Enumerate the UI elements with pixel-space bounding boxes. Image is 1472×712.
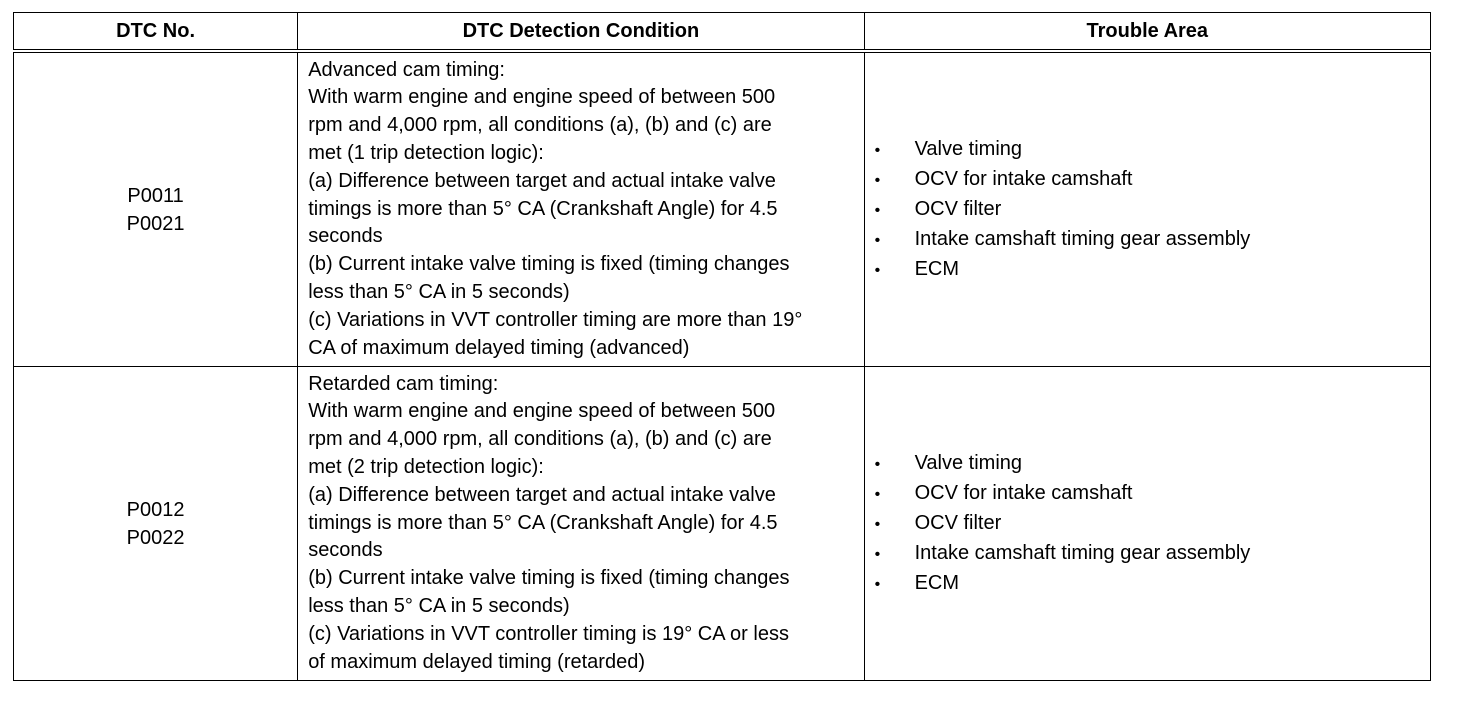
- trouble-area-text: Valve timing: [914, 137, 1023, 160]
- dtc-code: P0021: [126, 212, 185, 235]
- condition-line: (c) Variations in VVT controller timing are more than 19°: [308, 308, 803, 331]
- condition-line: (b) Current intake valve timing is fixed (timing changes: [308, 253, 790, 276]
- table-header-row: [14, 13, 1431, 52]
- list-item: [865, 225, 1430, 255]
- table-row: [14, 51, 1431, 367]
- trouble-area-text: Intake camshaft timing gear assembly: [914, 227, 1251, 250]
- bullet-icon: •: [874, 201, 881, 219]
- trouble-area-text: ECM: [914, 257, 960, 280]
- trouble-area-text: Intake camshaft timing gear assembly: [914, 541, 1251, 564]
- detection-condition-cell: [298, 367, 864, 681]
- condition-line: timings is more than 5° CA (Crankshaft Angle) for 4.5: [308, 511, 778, 534]
- dtc-code: P0011: [127, 184, 184, 207]
- list-item: [865, 509, 1430, 539]
- bullet-icon: •: [874, 231, 881, 249]
- condition-line: (a) Difference between target and actual intake valve: [308, 483, 776, 506]
- condition-line: seconds: [308, 539, 383, 562]
- table-row: [14, 367, 1431, 681]
- dtc-code-cell: [14, 367, 298, 681]
- bullet-icon: •: [874, 485, 881, 503]
- condition-line: Advanced cam timing:: [308, 58, 505, 81]
- list-item: [865, 165, 1430, 195]
- list-item: [865, 255, 1430, 285]
- bullet-icon: •: [874, 575, 881, 593]
- list-item: [865, 195, 1430, 225]
- condition-line: rpm and 4,000 rpm, all conditions (a), (b) and (c) are: [308, 428, 772, 451]
- dtc-code: P0012: [126, 498, 185, 521]
- dtc-code-cell: [14, 51, 298, 367]
- trouble-area-text: OCV for intake camshaft: [914, 481, 1133, 504]
- trouble-area-text: ECM: [914, 571, 960, 594]
- condition-line: met (2 trip detection logic):: [308, 456, 544, 478]
- detection-condition-cell: [298, 51, 864, 367]
- condition-line: met (1 trip detection logic):: [308, 142, 544, 164]
- dtc-table: [13, 12, 1431, 681]
- condition-line: (c) Variations in VVT controller timing is 19° CA or less: [308, 622, 789, 645]
- condition-line: less than 5° CA in 5 seconds): [308, 594, 570, 617]
- condition-line: With warm engine and engine speed of between 500: [308, 400, 776, 423]
- header-detection-condition: DTC Detection Condition: [298, 13, 864, 52]
- bullet-icon: •: [874, 515, 881, 533]
- condition-line: timings is more than 5° CA (Crankshaft Angle) for 4.5: [308, 197, 778, 220]
- list-item: [865, 569, 1430, 599]
- dtc-code: P0022: [126, 526, 185, 549]
- bullet-icon: •: [874, 545, 881, 563]
- trouble-area-text: OCV filter: [914, 511, 1002, 534]
- condition-line: CA of maximum delayed timing (advanced): [308, 336, 690, 359]
- trouble-area-cell: [864, 51, 1430, 367]
- condition-line: of maximum delayed timing (retarded): [308, 650, 645, 673]
- condition-line: rpm and 4,000 rpm, all conditions (a), (b) and (c) are: [308, 114, 772, 137]
- trouble-area-text: OCV filter: [914, 197, 1002, 220]
- condition-line: With warm engine and engine speed of between 500: [308, 86, 776, 109]
- trouble-area-text: OCV for intake camshaft: [914, 167, 1133, 190]
- trouble-area-text: Valve timing: [914, 451, 1023, 474]
- list-item: [865, 135, 1430, 165]
- list-item: [865, 539, 1430, 569]
- header-trouble-area: Trouble Area: [864, 13, 1430, 52]
- bullet-icon: •: [874, 141, 881, 159]
- trouble-area-list: [865, 135, 1430, 285]
- bullet-icon: •: [874, 171, 881, 189]
- bullet-icon: •: [874, 261, 881, 279]
- header-dtc-no: DTC No.: [14, 13, 298, 52]
- condition-line: less than 5° CA in 5 seconds): [308, 280, 570, 303]
- condition-line: Retarded cam timing:: [308, 372, 499, 395]
- trouble-area-cell: [864, 367, 1430, 681]
- condition-line: seconds: [308, 225, 383, 248]
- condition-line: (b) Current intake valve timing is fixed (timing changes: [308, 567, 790, 590]
- trouble-area-list: [865, 449, 1430, 599]
- bullet-icon: •: [874, 455, 881, 473]
- list-item: [865, 449, 1430, 479]
- list-item: [865, 479, 1430, 509]
- condition-line: (a) Difference between target and actual intake valve: [308, 169, 776, 192]
